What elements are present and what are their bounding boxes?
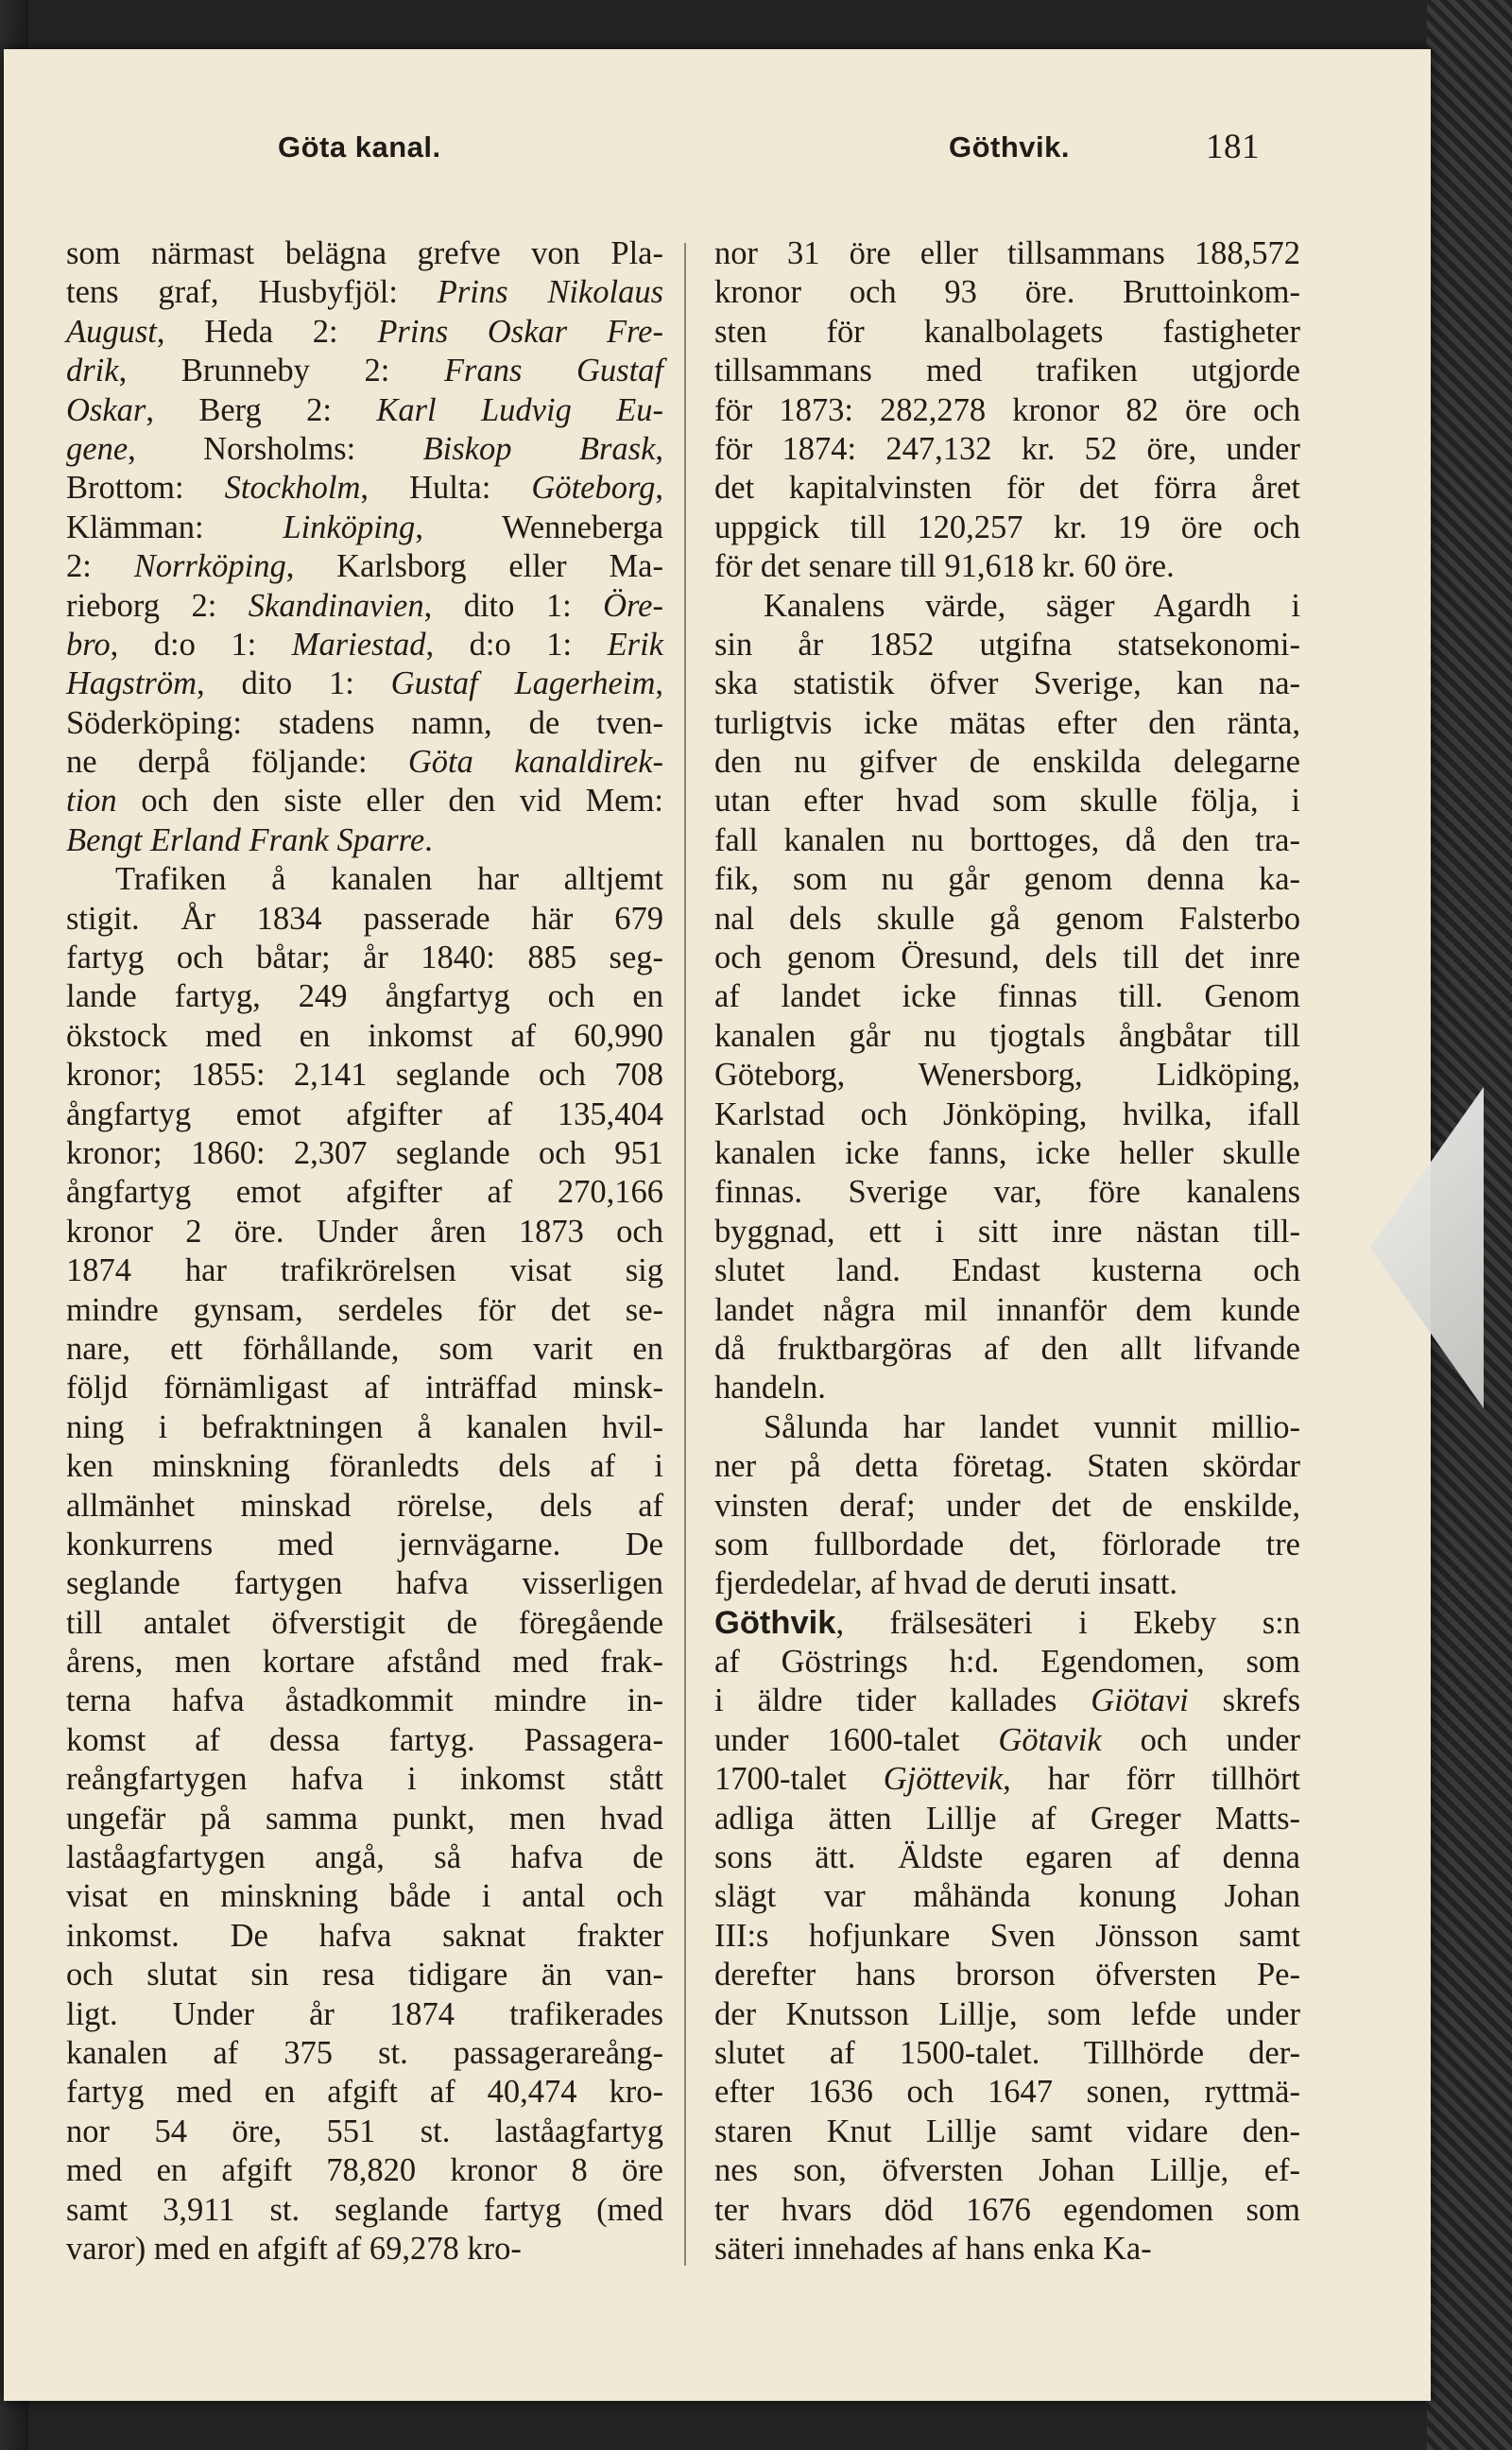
text-line: derefter hans brorson öfversten Pe-: [714, 1957, 1300, 1993]
text-line: lande fartyg, 249 ångfartyg och en: [66, 978, 663, 1015]
text-line: bro, d:o 1: Mariestad, d:o 1: Erik: [66, 626, 664, 663]
text-line: uppgick till 120,257 kr. 19 öre och: [714, 509, 1300, 545]
text-line: 1874 har trafikrörelsen visat sig: [66, 1252, 663, 1289]
text-line: vinsten deraf; under det de enskilde,: [714, 1487, 1300, 1524]
text-line: slutet af 1500-talet. Tillhörde der-: [714, 2034, 1300, 2071]
text-line: fartyg och båtar; år 1840: 885 seg-: [66, 940, 663, 976]
text-line: ner på detta företag. Staten skördar: [714, 1448, 1300, 1485]
text-line: tens graf, Husbyfjöl: Prins Nikolaus: [66, 274, 664, 311]
text-line: ökstock med en inkomst af 60,990: [66, 1017, 663, 1054]
text-line: visat en minskning både i antal och: [66, 1878, 663, 1915]
text-line: nare, ett förhållande, som varit en: [66, 1330, 663, 1367]
text-line: gene, Norsholms: Biskop Brask,: [66, 430, 664, 467]
text-line: kanalen icke fanns, icke heller skulle: [714, 1134, 1300, 1171]
book-page: [4, 49, 1431, 2401]
text-line: och slutat sin resa tidigare än van-: [66, 1957, 663, 1993]
text-line: följd förnämligast af inträffad minsk-: [66, 1370, 663, 1406]
text-line: ångfartyg emot afgifter af 270,166: [66, 1174, 663, 1211]
text-line: ter hvars död 1676 egendomen som: [714, 2191, 1300, 2228]
column-divider: [684, 243, 686, 2266]
text-line: fik, som nu går genom denna ka-: [714, 861, 1300, 898]
text-line: adliga ätten Lillje af Greger Matts-: [714, 1800, 1300, 1837]
text-line: af landet icke finnas till. Genom: [714, 978, 1300, 1015]
text-line: slutet land. Endast kusterna och: [714, 1252, 1300, 1289]
text-line: Trafiken å kanalen har alltjemt: [115, 861, 663, 898]
text-line: terna hafva åstadkommit mindre in-: [66, 1682, 663, 1719]
text-line: för 1873: 282,278 kronor 82 öre och: [714, 391, 1300, 428]
text-line: ken minskning föranledts dels af i: [66, 1448, 663, 1485]
text-line: drik, Brunneby 2: Frans Gustaf: [66, 353, 664, 389]
text-line: efter 1636 och 1647 sonen, ryttmä-: [714, 2074, 1300, 2111]
text-line: nal dels skulle gå genom Falsterbo: [714, 900, 1300, 937]
text-line: för 1874: 247,132 kr. 52 öre, under: [714, 430, 1300, 467]
text-line: August, Heda 2: Prins Oskar Fre-: [66, 313, 663, 350]
text-line: och genom Öresund, dels till det inre: [714, 940, 1300, 976]
text-line: mindre gynsam, serdeles för det se-: [66, 1291, 663, 1328]
text-line: då fruktbargöras af den allt lifvande: [714, 1330, 1300, 1367]
text-line: till antalet öfverstigit de föregående: [66, 1604, 663, 1641]
text-line: af Göstrings h:d. Egendomen, som: [714, 1644, 1300, 1681]
text-line: staren Knut Lillje samt vidare den-: [714, 2113, 1300, 2149]
text-line: reångfartygen hafva i inkomst stått: [66, 1761, 663, 1798]
text-line: för det senare till 91,618 kr. 60 öre.: [714, 548, 1175, 585]
text-line: säteri innehades af hans enka Ka-: [714, 2230, 1152, 2267]
text-line: ne derpå följande: Göta kanaldirek-: [66, 744, 663, 781]
text-line: fall kanalen nu borttoges, då den tra-: [714, 821, 1300, 858]
text-line: varor) med en afgift af 69,278 kro-: [66, 2230, 522, 2267]
text-line: nes son, öfversten Johan Lillje, ef-: [714, 2152, 1300, 2189]
text-line: Sålunda har landet vunnit millio-: [764, 1408, 1300, 1445]
text-line: som fullbordade det, förlorade tre: [714, 1526, 1300, 1562]
text-line: kanalen går nu tjogtals ångbåtar till: [714, 1017, 1300, 1054]
text-line: nor 54 öre, 551 st. laståagfartyg: [66, 2113, 663, 2149]
text-line: Göthvik, frälsesäteri i Ekeby s:n: [714, 1604, 1300, 1641]
text-line: sten för kanalbolagets fastigheter: [714, 313, 1300, 350]
text-line: tion och den siste eller den vid Mem:: [66, 783, 663, 820]
text-line: i äldre tider kallades Giötavi skrefs: [714, 1682, 1300, 1719]
text-line: med en afgift 78,820 kronor 8 öre: [66, 2152, 663, 2189]
text-line: Bengt Erland Frank Sparre.: [66, 821, 433, 858]
text-line: allmänhet minskad rörelse, dels af: [66, 1487, 663, 1524]
text-line: som närmast belägna grefve von Pla-: [66, 235, 663, 271]
text-line: Brottom: Stockholm, Hulta: Göteborg,: [66, 470, 663, 507]
text-line: det kapitalvinsten för det förra året: [714, 470, 1300, 507]
text-line: årens, men kortare afstånd med frak-: [66, 1644, 663, 1681]
text-line: III:s hofjunkare Sven Jönsson samt: [714, 1917, 1300, 1954]
text-line: kronor; 1855: 2,141 seglande och 708: [66, 1057, 663, 1094]
text-line: fartyg med en afgift af 40,474 kro-: [66, 2074, 663, 2111]
text-line: inkomst. De hafva saknat frakter: [66, 1917, 663, 1954]
text-line: Göteborg, Wenersborg, Lidköping,: [714, 1057, 1300, 1094]
left-column: [66, 234, 663, 2269]
text-line: sin år 1852 utgifna statsekonomi-: [714, 626, 1300, 663]
running-head-left: Göta kanal.: [278, 130, 441, 164]
text-line: landet några mil innanför dem kunde: [714, 1291, 1300, 1328]
text-line: Söderköping: stadens namn, de tven-: [66, 704, 663, 741]
text-line: ligt. Under år 1874 trafikerades: [66, 1995, 663, 2032]
page-number: 181: [1206, 128, 1260, 166]
text-line: Kanalens värde, säger Agardh i: [764, 587, 1300, 624]
text-line: kronor och 93 öre. Bruttoinkom-: [714, 274, 1300, 311]
text-line: Oskar, Berg 2: Karl Ludvig Eu-: [66, 391, 663, 428]
text-line: handeln.: [714, 1370, 826, 1406]
text-line: slägt var måhända konung Johan: [714, 1878, 1300, 1915]
text-line: utan efter hvad som skulle följa, i: [714, 783, 1300, 820]
text-line: under 1600-talet Götavik och under: [714, 1721, 1300, 1758]
text-line: 1700-talet Gjöttevik, har förr tillhört: [714, 1761, 1300, 1798]
text-line: fjerdedelar, af hvad de deruti insatt.: [714, 1565, 1178, 1602]
text-line: ska statistik öfver Sverige, kan na-: [714, 665, 1300, 702]
text-line: Karlstad och Jönköping, hvilka, ifall: [714, 1096, 1300, 1132]
right-column: [714, 234, 1300, 2269]
text-line: kronor 2 öre. Under åren 1873 och: [66, 1213, 663, 1250]
text-line: stigit. År 1834 passerade här 679: [66, 900, 663, 937]
text-line: ungefär på samma punkt, men hvad: [66, 1800, 663, 1837]
text-line: laståagfartygen angå, så hafva de: [66, 1839, 663, 1876]
text-line: Klämman: Linköping, Wenneberga: [66, 509, 663, 545]
text-line: ångfartyg emot afgifter af 135,404: [66, 1096, 663, 1132]
text-line: sons ätt. Äldste egaren af denna: [714, 1839, 1300, 1876]
text-line: samt 3,911 st. seglande fartyg (med: [66, 2191, 663, 2228]
text-line: nor 31 öre eller tillsammans 188,572: [714, 235, 1300, 271]
text-line: byggnad, ett i sitt inre nästan till-: [714, 1213, 1300, 1250]
text-line: 2: Norrköping, Karlsborg eller Ma-: [66, 548, 663, 585]
text-line: rieborg 2: Skandinavien, dito 1: Öre-: [66, 587, 663, 624]
text-line: den nu gifver de enskilda delegarne: [714, 744, 1300, 781]
text-line: konkurrens med jernvägarne. De: [66, 1526, 663, 1562]
text-line: ning i befraktningen å kanalen hvil-: [66, 1408, 663, 1445]
text-line: turligtvis icke mätas efter den ränta,: [714, 704, 1300, 741]
text-line: komst af dessa fartyg. Passagera-: [66, 1721, 663, 1758]
text-line: Hagström, dito 1: Gustaf Lagerheim,: [66, 665, 663, 702]
text-line: finnas. Sverige var, före kanalens: [714, 1174, 1300, 1211]
text-line: tillsammans med trafiken utgjorde: [714, 353, 1300, 389]
text-line: seglande fartygen hafva visserligen: [66, 1565, 663, 1602]
text-line: kanalen af 375 st. passagerareång-: [66, 2034, 663, 2071]
text-line: der Knutsson Lillje, som lefde under: [714, 1995, 1300, 2032]
running-head-center: Göthvik.: [949, 130, 1071, 164]
text-line: kronor; 1860: 2,307 seglande och 951: [66, 1134, 663, 1171]
